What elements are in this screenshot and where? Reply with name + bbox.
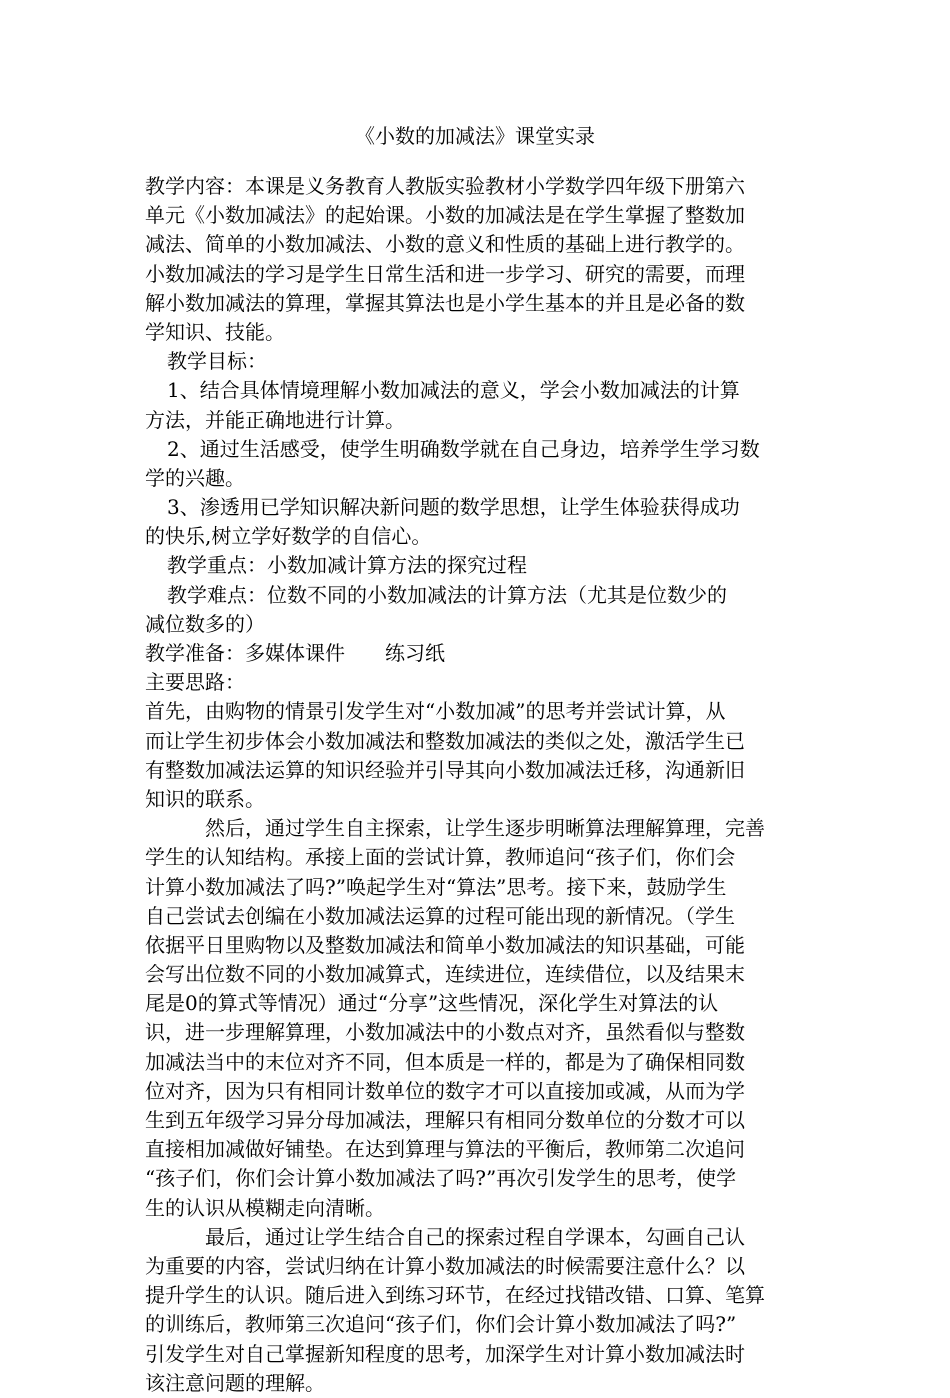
difficult-point: 教学难点：位数不同的小数加减法的计算方法（尤其是位数少的: [167, 582, 727, 607]
section-heading-objectives: 教学目标：: [167, 349, 267, 374]
body-line: 位对齐，因为只有相同计数单位的数字才可以直接加或减，从而为学: [145, 1078, 745, 1103]
objective-item: 1、结合具体情境理解小数加减法的意义，学会小数加减法的计算: [167, 378, 740, 403]
body-line: 提升学生的认识。随后进入到练习环节，在经过找错改错、口算、笔算: [145, 1283, 765, 1308]
body-line: 的快乐,树立学好数学的自信心。: [145, 524, 432, 549]
key-point: 教学重点：小数加减计算方法的探究过程: [167, 553, 527, 578]
body-line: 该注意问题的理解。: [145, 1370, 325, 1395]
body-line: 学的兴趣。: [145, 465, 245, 490]
body-line: 小数加减法的学习是学生日常生活和进一步学习、研究的需要，而理: [145, 261, 745, 286]
body-line: 有整数加减法运算的知识经验并引导其向小数加减法迁移，沟通新旧: [145, 757, 745, 782]
body-line: 解小数加减法的算理，掌握其算法也是小学生基本的并且是必备的数: [145, 290, 745, 315]
body-line: 依据平日里购物以及整数加减法和简单小数加减法的知识基础，可能: [145, 932, 745, 957]
section-heading-approach: 主要思路：: [145, 670, 245, 695]
document-title: 《小数的加减法》课堂实录: [355, 124, 595, 148]
objective-item: 2、通过生活感受，使学生明确数学就在自己身边，培养学生学习数: [167, 436, 760, 461]
body-line: 单元《小数加减法》的起始课。小数的加减法是在学生掌握了整数加: [145, 203, 745, 228]
body-line: 加减法当中的末位对齐不同，但本质是一样的，都是为了确保相同数: [145, 1049, 745, 1074]
body-line: 为重要的内容，尝试归纳在计算小数加减法的时候需要注意什么？以: [145, 1253, 745, 1278]
body-line: 的训练后，教师第三次追问“孩子们，你们会计算小数加减法了吗?”: [145, 1312, 737, 1337]
body-line: 自己尝试去创编在小数加减法运算的过程可能出现的新情况。（学生: [145, 903, 735, 928]
body-line: 减位数多的）: [145, 611, 265, 636]
body-line: 会写出位数不同的小数加减算式，连续进位，连续借位，以及结果末: [145, 962, 745, 987]
body-line: 生的认识从模糊走向清晰。: [145, 1195, 385, 1220]
body-line: 生到五年级学习异分母加减法，理解只有相同分数单位的分数才可以: [145, 1108, 745, 1132]
body-line: 教学内容：本课是义务教育人教版实验教材小学数学四年级下册第六: [145, 174, 745, 198]
objective-item: 3、渗透用已学知识解决新问题的数学思想，让学生体验获得成功: [167, 495, 740, 520]
body-line: 首先，由购物的情景引发学生对“小数加减”的思考并尝试计算，从: [145, 699, 726, 724]
body-line: 学知识、技能。: [145, 319, 285, 344]
paragraph-start: 最后，通过让学生结合自己的探索过程自学课本，勾画自己认: [205, 1224, 745, 1249]
preparation: 教学准备：多媒体课件 练习纸: [145, 641, 445, 665]
body-line: 识，进一步理解算理，小数加减法中的小数点对齐，虽然看似与整数: [145, 1020, 745, 1045]
body-line: 引发学生对自己掌握新知程度的思考，加深学生对计算小数加减法时: [145, 1341, 745, 1366]
body-line: 而让学生初步体会小数加减法和整数加减法的类似之处，激活学生已: [145, 728, 745, 753]
body-line: 学生的认知结构。承接上面的尝试计算，教师追问“孩子们，你们会: [145, 845, 736, 870]
paragraph-start: 然后，通过学生自主探索，让学生逐步明晰算法理解算理，完善: [205, 816, 765, 841]
body-line: 尾是0的算式等情况）通过“分享”这些情况，深化学生对算法的认: [145, 991, 719, 1016]
body-line: 计算小数加减法了吗?”唤起学生对“算法”思考。接下来，鼓励学生: [145, 874, 727, 899]
body-line: 直接相加减做好铺垫。在达到算理与算法的平衡后，教师第二次追问: [145, 1137, 745, 1162]
body-line: 减法、简单的小数加减法、小数的意义和性质的基础上进行教学的。: [145, 232, 745, 257]
body-line: 方法，并能正确地进行计算。: [145, 407, 405, 432]
body-line: “孩子们，你们会计算小数加减法了吗?”再次引发学生的思考，使学: [145, 1166, 737, 1191]
body-line: 知识的联系。: [145, 786, 265, 811]
document-body: [145, 172, 810, 1398]
